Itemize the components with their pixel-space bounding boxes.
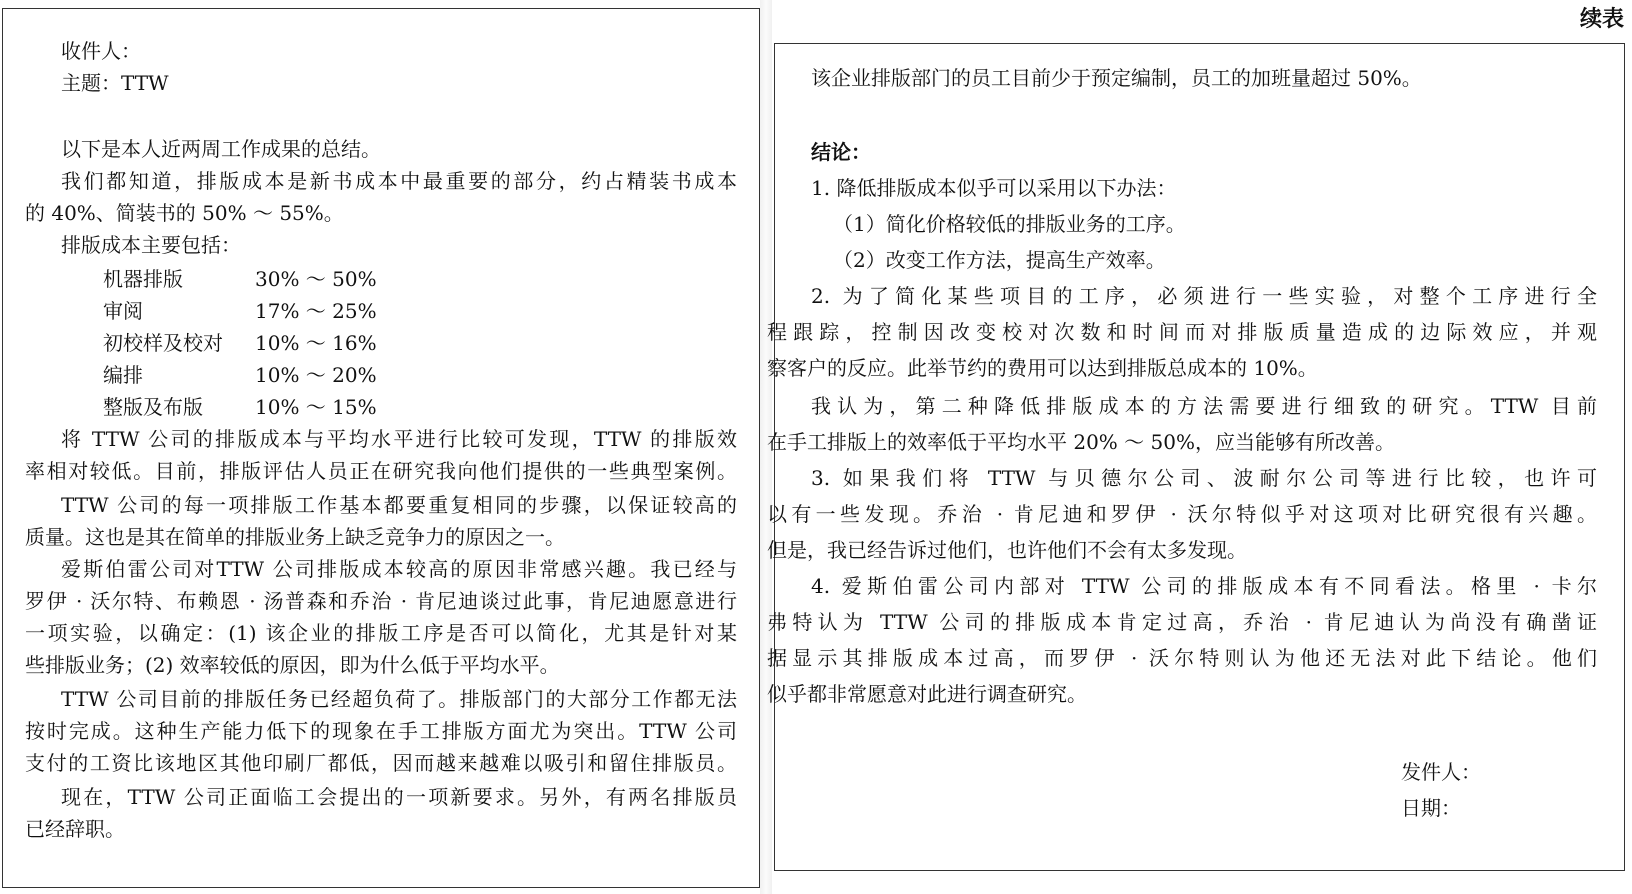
- cost-item-range: 10% ～ 20%: [255, 363, 377, 387]
- paragraph-line: 但是，我已经告诉过他们，也许他们不会有太多发现。: [767, 538, 1247, 562]
- subject-line: 主题：TTW: [61, 71, 169, 95]
- paragraph-line: 的 40%、简装书的 50% ～ 55%。: [25, 201, 344, 225]
- paragraph-line: 现在，TTW 公司正面临工会提出的一项新要求。另外，有两名排版员: [61, 785, 737, 809]
- cost-item-range: 10% ～ 15%: [255, 395, 377, 419]
- paragraph-line: 以有一些发现。乔治 · 肯尼迪和罗伊 · 沃尔特似乎对这项对比研究很有兴趣。: [767, 502, 1597, 526]
- paragraph-line: 据显示其排版成本过高，而罗伊 · 沃尔特则认为他还无法对此下结论。他们: [767, 646, 1597, 670]
- cost-item-range: 30% ～ 50%: [255, 267, 377, 291]
- conclusion-subitem: （1）简化价格较低的排版业务的工序。: [833, 212, 1186, 236]
- staffing-paragraph: 该企业排版部门的员工目前少于预定编制，员工的加班量超过 50%。: [811, 66, 1422, 90]
- paragraph-line: 率相对较低。目前，排版评估人员正在研究我向他们提供的一些典型案例。: [25, 459, 737, 483]
- paragraph-line: 弗特认为 TTW 公司的排版成本肯定过高，乔治 · 肯尼迪认为尚没有确凿证: [767, 610, 1597, 634]
- paragraph-line: 3. 如果我们将 TTW 与贝德尔公司、波耐尔公司等进行比较，也许可: [811, 466, 1597, 490]
- paragraph-line: 支付的工资比该地区其他印刷厂都低，因而越来越难以吸引和留住排版员。: [25, 751, 737, 775]
- paragraph-line: TTW 公司目前的排版任务已经超负荷了。排版部门的大部分工作都无法: [61, 687, 737, 711]
- paragraph-line: 2. 为了简化某些项目的工序，必须进行一些实验，对整个工序进行全: [811, 284, 1597, 308]
- conclusion-item-1: 1. 降低排版成本似乎可以采用以下办法：: [811, 176, 1177, 200]
- paragraph-line: 在手工排版上的效率低于平均水平 20% ～ 50%，应当能够有所改善。: [767, 430, 1395, 454]
- cost-item-range: 17% ～ 25%: [255, 299, 377, 323]
- paragraph-line: 似乎都非常愿意对此进行调查研究。: [767, 682, 1087, 706]
- intro-paragraph: 以下是本人近两周工作成果的总结。: [61, 137, 381, 161]
- cost-item-name: 整版及布版: [103, 395, 203, 419]
- date-label: 日期：: [1401, 796, 1461, 820]
- paragraph-line: 4. 爱斯伯雷公司内部对 TTW 公司的排版成本有不同看法。格里 · 卡尔: [811, 574, 1597, 598]
- cost-item-name: 初校样及校对: [103, 331, 223, 355]
- paragraph-line: 些排版业务；(2) 效率较低的原因，即为什么低于平均水平。: [25, 653, 560, 677]
- paragraph-line: 将 TTW 公司的排版成本与平均水平进行比较可发现，TTW 的排版效: [61, 427, 737, 451]
- cost-item-range: 10% ～ 16%: [255, 331, 377, 355]
- cost-item-name: 审阅: [103, 299, 143, 323]
- cost-heading: 排版成本主要包括：: [61, 233, 241, 257]
- memo-page-left: [2, 8, 760, 888]
- continued-label: 续表: [1579, 6, 1624, 32]
- paragraph-line: 按时完成。这种生产能力低下的现象在手工排版方面尤为突出。TTW 公司: [25, 719, 737, 743]
- paragraph-line: 我认为，第二种降低排版成本的方法需要进行细致的研究。TTW 目前: [811, 394, 1597, 418]
- paragraph-line: 爱斯伯雷公司对TTW 公司排版成本较高的原因非常感兴趣。我已经与: [61, 557, 737, 581]
- recipient-label: 收件人：: [61, 39, 141, 63]
- cost-item-name: 编排: [103, 363, 143, 387]
- paragraph-line: 已经辞职。: [25, 817, 125, 841]
- sender-label: 发件人：: [1401, 760, 1481, 784]
- cost-item-name: 机器排版: [103, 267, 183, 291]
- memo-page-right: [767, 43, 1625, 871]
- paragraph-line: 察客户的反应。此举节约的费用可以达到排版总成本的 10%。: [767, 356, 1318, 380]
- conclusion-heading: 结论：: [811, 140, 871, 164]
- paragraph-line: 一项实验，以确定：(1) 该企业的排版工序是否可以简化，尤其是针对某: [25, 621, 737, 645]
- paragraph-line: 程跟踪，控制因改变校对次数和时间而对排版质量造成的边际效应，并观: [767, 320, 1597, 344]
- paragraph-line: 我们都知道，排版成本是新书成本中最重要的部分，约占精装书成本: [61, 169, 737, 193]
- paragraph-line: 罗伊 · 沃尔特、布赖恩 · 汤普森和乔治 · 肯尼迪谈过此事，肯尼迪愿意进行: [25, 589, 737, 613]
- conclusion-subitem: （2）改变工作方法，提高生产效率。: [833, 248, 1166, 272]
- paragraph-line: 质量。这也是其在简单的排版业务上缺乏竞争力的原因之一。: [25, 525, 565, 549]
- paragraph-line: TTW 公司的每一项排版工作基本都要重复相同的步骤，以保证较高的: [61, 493, 737, 517]
